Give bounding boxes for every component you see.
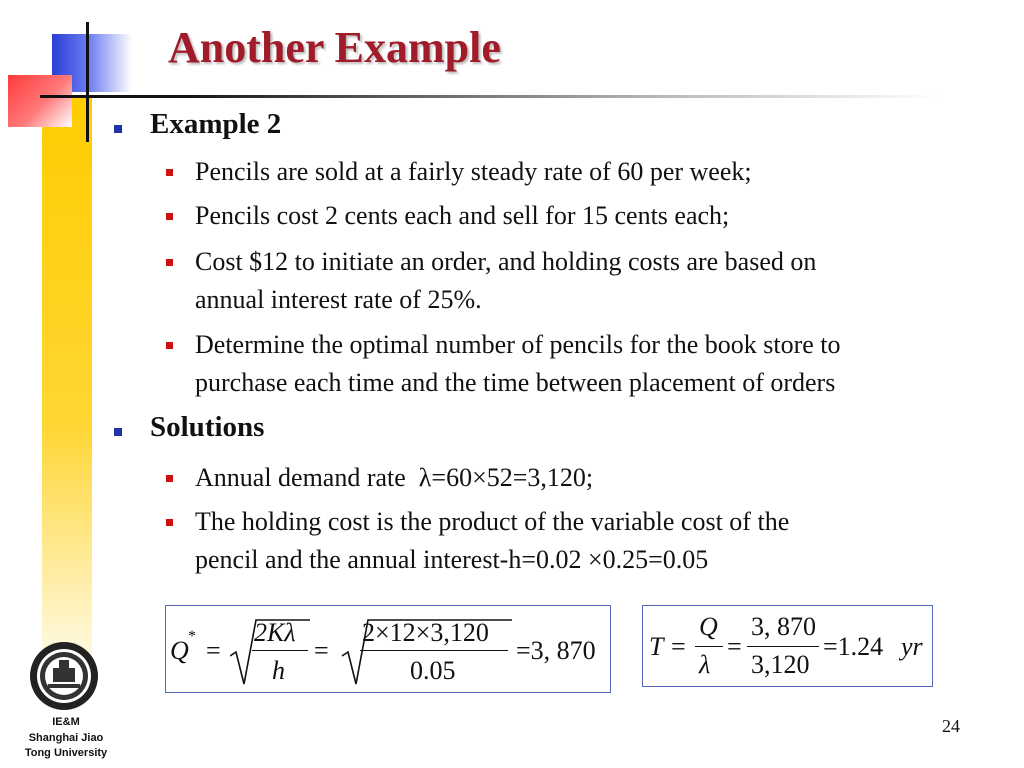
formula-order-cycle-time bbox=[642, 605, 933, 687]
sub-bullet-marker bbox=[166, 259, 173, 266]
formula-t-equals: = bbox=[671, 632, 686, 661]
formula-t-equals-2: = bbox=[727, 632, 742, 661]
formula-t-numerator-1: Q bbox=[699, 612, 718, 641]
title-underline bbox=[40, 95, 940, 98]
bullet-solutions: Solutions bbox=[150, 411, 265, 443]
sub-bullet-marker bbox=[166, 169, 173, 176]
sub-bullet-text: Pencils cost 2 cents each and sell for 15 cents each; bbox=[195, 201, 730, 230]
sub-bullet-text-continued: annual interest rate of 25%. bbox=[195, 285, 482, 314]
formula-q-denominator-2: 0.05 bbox=[410, 656, 456, 685]
decorative-yellow-bar bbox=[42, 95, 92, 695]
sub-bullet-text: Determine the optimal number of pencils for the book store to bbox=[195, 330, 841, 359]
sub-bullet-text-continued: pencil and the annual interest-h=0.02 ×0.25=0.05 bbox=[195, 545, 709, 574]
formula-q-star: * bbox=[188, 628, 196, 645]
org-name-line-2: Shanghai Jiao bbox=[28, 732, 104, 744]
formula-t-unit: yr bbox=[901, 632, 923, 661]
sub-bullet-text-continued: purchase each time and the time between placement of orders bbox=[195, 368, 836, 397]
formula-t-result: =1.24 bbox=[823, 632, 884, 661]
formula-t-denominator-2: 3,120 bbox=[751, 650, 810, 679]
formula-q-result: =3, 870 bbox=[516, 636, 596, 665]
university-logo bbox=[28, 640, 100, 712]
org-name-line-3: Tong University bbox=[24, 747, 108, 759]
bullet-marker bbox=[114, 428, 122, 436]
formula-t-numerator-2: 3, 870 bbox=[751, 612, 816, 641]
fraction-line bbox=[695, 646, 723, 647]
formula-t-denominator-1: λ bbox=[699, 650, 711, 679]
fraction-line bbox=[360, 650, 508, 651]
sub-bullet-marker bbox=[166, 475, 173, 482]
slide-title: Another Example bbox=[168, 23, 501, 72]
sub-bullet-marker bbox=[166, 519, 173, 526]
page-number: 24 bbox=[942, 716, 960, 736]
formula-optimal-quantity bbox=[165, 605, 611, 693]
bullet-marker bbox=[114, 125, 122, 133]
sub-bullet-text: Cost $12 to initiate an order, and holding costs are based on bbox=[195, 247, 817, 276]
formula-q-equals-2: = bbox=[314, 636, 329, 665]
bullet-example-2: Example 2 bbox=[150, 108, 282, 140]
formula-t-lhs: T bbox=[649, 632, 664, 661]
decorative-vertical-line bbox=[86, 22, 89, 142]
sub-bullet-marker bbox=[166, 342, 173, 349]
fraction-line bbox=[747, 646, 819, 647]
sub-bullet-text: The holding cost is the product of the variable cost of the bbox=[195, 507, 790, 536]
formula-q-numerator-2: 2×12×3,120 bbox=[362, 618, 489, 647]
formula-q-numerator-1: 2Kλ bbox=[254, 618, 296, 647]
formula-q-denominator-1: h bbox=[272, 656, 285, 685]
sub-bullet-marker bbox=[166, 213, 173, 220]
sub-bullet-text: Pencils are sold at a fairly steady rate of 60 per week; bbox=[195, 157, 752, 186]
formula-q-lhs: Q bbox=[170, 636, 189, 665]
decorative-red-square bbox=[8, 75, 72, 127]
formula-q-equals: = bbox=[206, 636, 221, 665]
org-name-line-1: IE&M bbox=[52, 716, 80, 728]
sub-bullet-text: Annual demand rate λ=60×52=3,120; bbox=[195, 463, 594, 492]
fraction-line bbox=[252, 650, 308, 651]
